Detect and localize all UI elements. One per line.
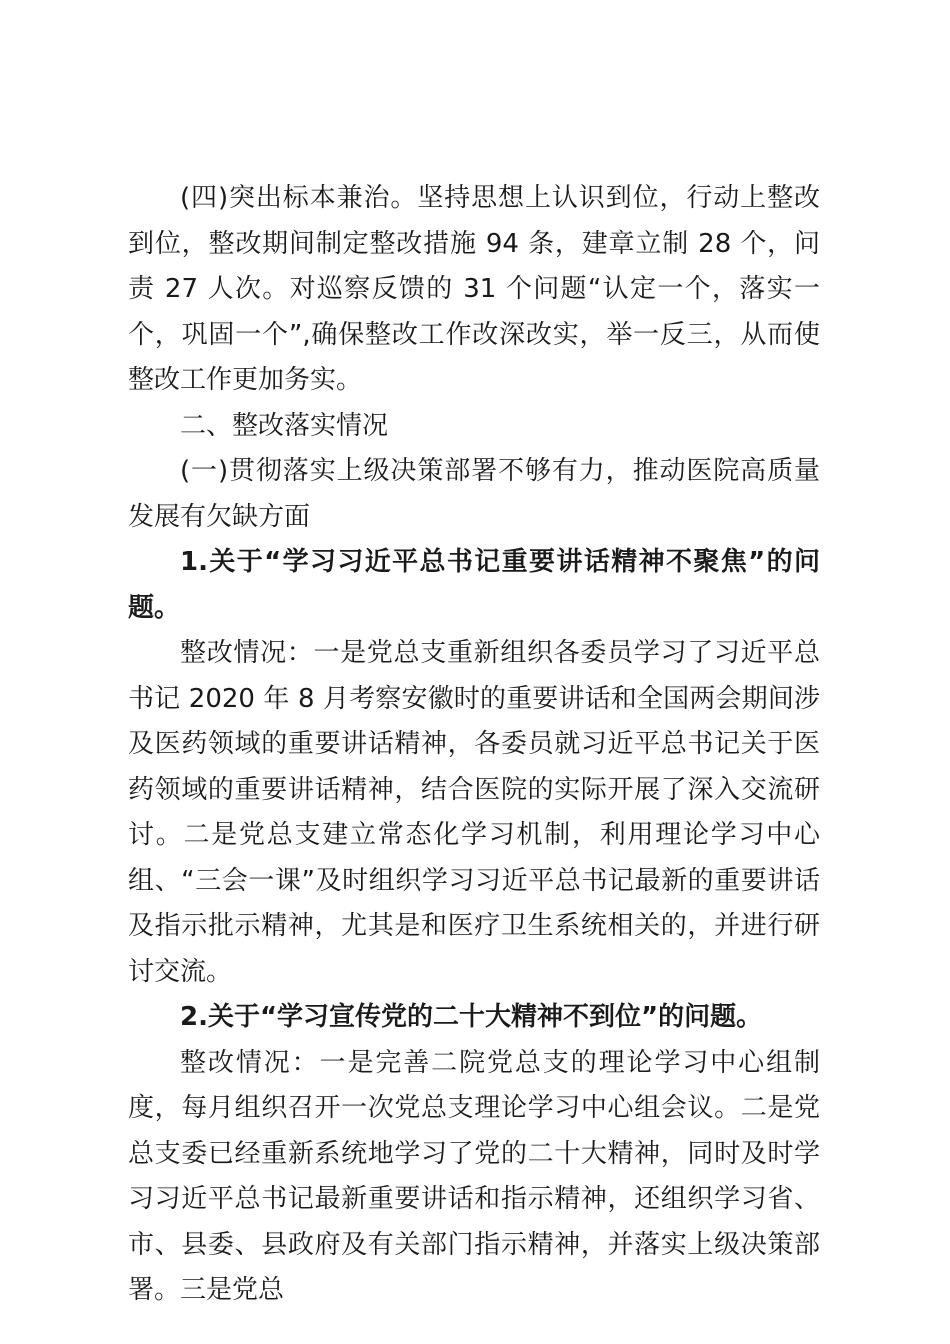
paragraph-prominent-measures: (四)突出标本兼治。坚持思想上认识到位，行动上整改到位，整改期间制定整改措施 94 条，建章立制 28 个，问责 27 人次。对巡察反馈的 31 个问题“认定一个，落实一个，巩固一个”,确保整改工作改深改实，举一反三，从而使整改工作更加务实。 [128, 183, 820, 395]
paragraph-rectification-2: 整改情况：一是完善二院党总支的理论学习中心组制度，每月组织召开一次党总支理论学习中心组会议。二是党总支委已经重新系统地学习了党的二十大精神，同时及时学习习近平总书记最新重要讲话和指示精神，还组织学习省、市、县委、县政府及有关部门指示精神，并落实上级决策部署。三是党总 [128, 1047, 820, 1305]
section-heading-rectification: 二、整改落实情况 [180, 410, 389, 441]
document-body [128, 176, 820, 1314]
paragraph-rectification-1: 整改情况：一是党总支重新组织各委员学习了习近平总书记 2020 年 8 月考察安徽时的重要讲话和全国两会期间涉及医药领域的重要讲话精神，各委员就习近平总书记关于医药领域的重要讲话精神，结合医院的实际开展了深入交流研讨。二是党总支建立常态化学习机制，利用理论学习中心组、“三会一课”及时组织学习习近平总书记最新的重要讲话及指示批示精神，尤其是和医疗卫生系统相关的，并进行研讨交流。 [128, 638, 820, 987]
item-heading-2: 2.关于“学习宣传党的二十大精神不到位”的问题。 [180, 1002, 763, 1032]
subsection-heading-implementation: (一)贯彻落实上级决策部署不够有力，推动医院高质量发展有欠缺方面 [128, 456, 820, 532]
item-heading-1: 1.关于“学习习近平总书记重要讲话精神不聚焦”的问题。 [128, 547, 820, 623]
